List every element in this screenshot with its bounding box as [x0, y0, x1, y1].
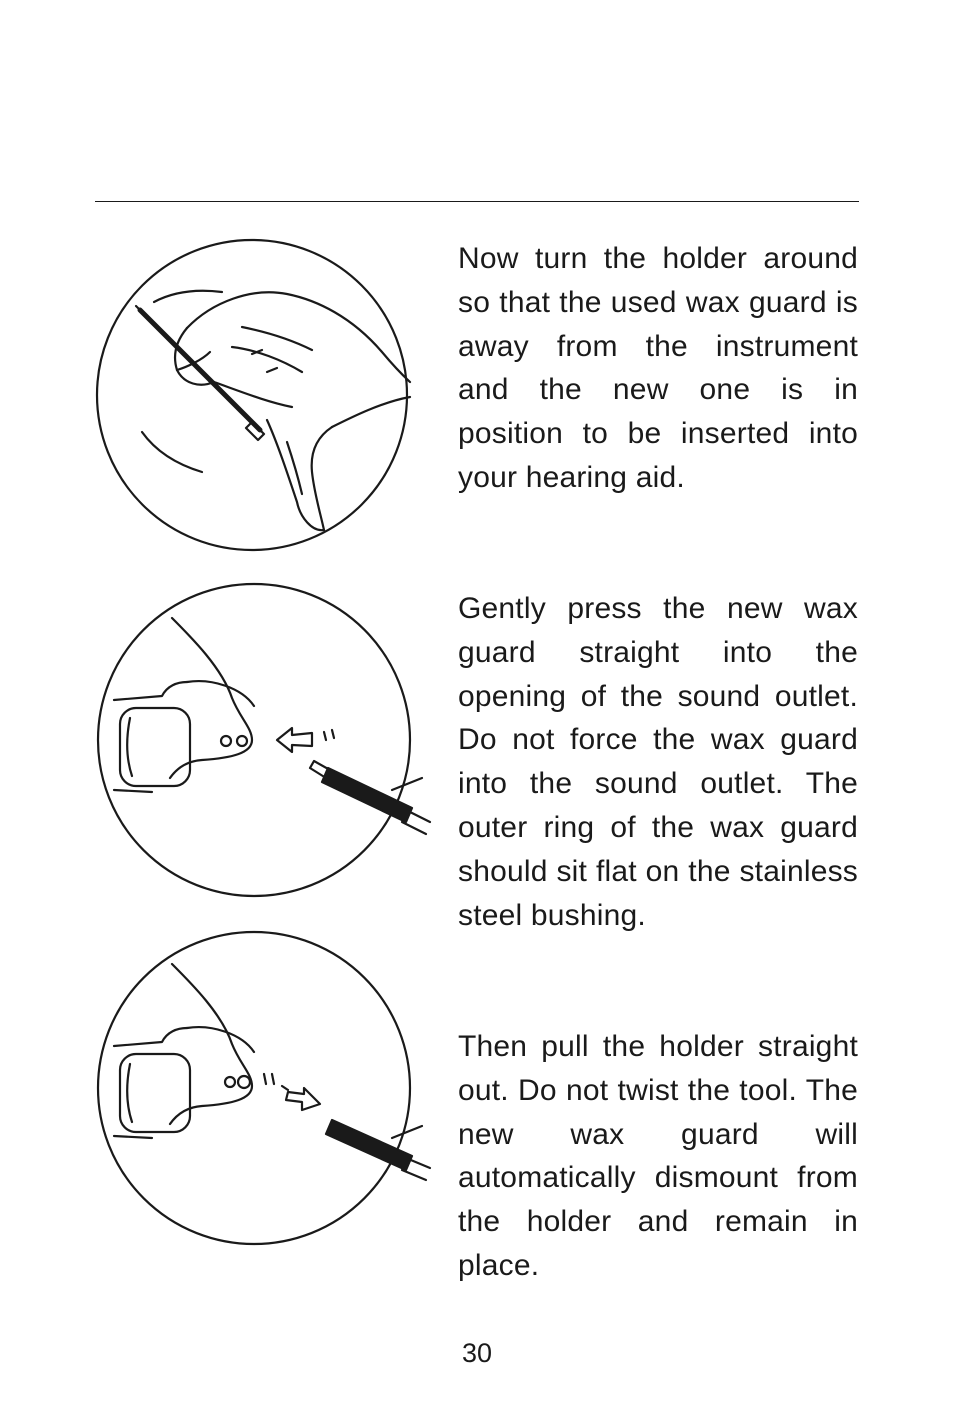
header-rule [95, 201, 859, 202]
press-wax-guard-icon [92, 578, 432, 908]
pull-holder-out-icon [92, 924, 432, 1254]
hand-rotating-holder-icon [92, 232, 432, 562]
page-number: 30 [461, 1338, 493, 1368]
instruction-pull-holder: Then pull the holder straight out. Do not twist the tool. The new wax guard will automatically dismount from the holder and remain in place. [458, 1030, 858, 1282]
instruction-turn-holder: Now turn the holder around so that the used wax guard is away from the instrument and the new one is in position to be inserted into your hearing aid. [458, 242, 858, 494]
instruction-press-wax-guard: Gently press the new wax guard straight into the opening of the sound outlet. Do not force the wax guard into the sound outlet. The outer ring of the wax guard should sit flat on the stainless steel bushing. [458, 592, 858, 932]
